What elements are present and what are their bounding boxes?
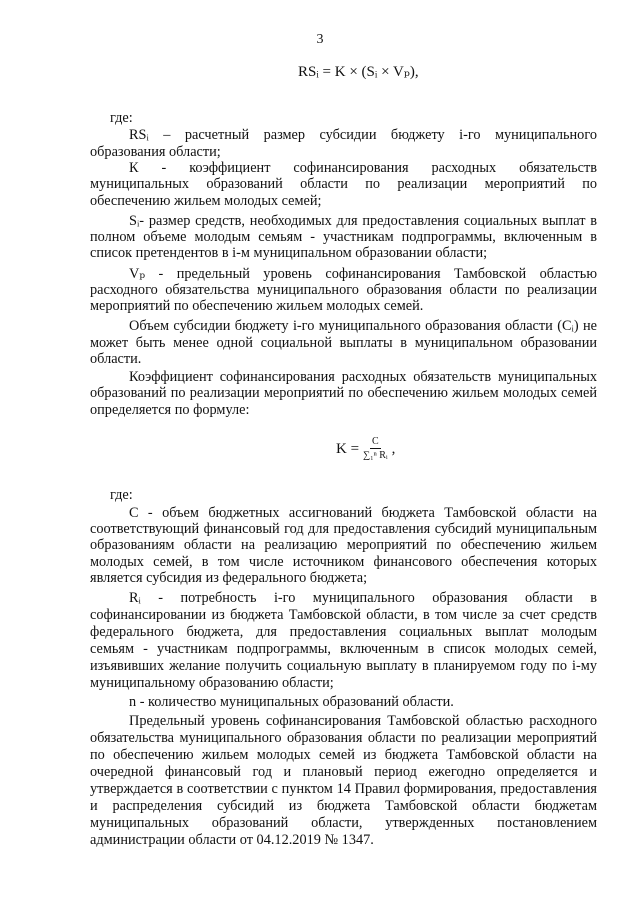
coefficient-formula [336, 436, 395, 462]
text-line: федерального бюджета, для предоставления социальных выплат молодым [90, 624, 597, 640]
text-line: муниципальному образованию области; [90, 675, 334, 691]
text-line: Rᵢ - потребность i-го муниципального образования области в [129, 590, 597, 606]
text-line: по обеспечению жильем молодых семей из бюджета Тамбовской области на [90, 747, 597, 763]
text-line: n - количество муниципальных образований области. [129, 694, 454, 710]
text-line: является субсидия из федерального бюджета; [90, 570, 368, 586]
text-line: расходного обязательства муниципального образования области по реализации [90, 282, 597, 298]
subsidy-formula: RSᵢ = K × (Sᵢ × Vₚ), [298, 64, 419, 80]
text-line: определяется по формуле: [90, 402, 250, 418]
coefficient-formula-lhs: K = [336, 440, 360, 457]
text-line: где: [110, 110, 133, 126]
text-line: обязательства муниципального образования области по реализации мероприятий [90, 730, 597, 746]
text-line: администрации области от 04.12.2019 № 1347. [90, 832, 374, 848]
text-line: Коэффициент софинансирования расходных обязательств муниципальных [129, 369, 597, 385]
text-line: изъявивших желание получить социальную выплату в планируемом году по i-му [90, 658, 597, 674]
text-line: где: [110, 487, 133, 503]
coefficient-formula-tail: , [391, 440, 396, 457]
text-line: мероприятий по обеспечению жильем молодых семей. [90, 298, 424, 314]
text-line: полном объеме молодым семьям - участникам подпрограммы, включенным в [90, 229, 597, 245]
fraction-numerator: C [372, 436, 379, 447]
text-line: соответствующий финансовый год для предоставления субсидий муниципальным [90, 521, 597, 537]
text-line: Vₚ - предельный уровень софинансирования Тамбовской областью [129, 266, 597, 282]
text-line: Предельный уровень софинансирования Тамбовской областью расходного [129, 713, 597, 729]
page-number: 3 [316, 32, 324, 47]
text-line: К - коэффициент софинансирования расходных обязательств [129, 160, 597, 176]
text-line: список претендентов в i-м муниципальном образовании области; [90, 245, 488, 261]
text-line: муниципальных образований области по реализации мероприятий по [90, 176, 597, 192]
text-line: семьям - участникам подпрограммы, включенным в список молодых семей, [90, 641, 597, 657]
text-line: может быть менее одной социальной выплаты в муниципальном образовании [90, 335, 597, 351]
text-line: молодых семей, в том числе источником финансового обеспечения которых [90, 554, 597, 570]
text-line: утверждается в соответствии с пунктом 14 Правил формирования, предоставления [90, 781, 597, 797]
text-line: Sᵢ- размер средств, необходимых для предоставления социальных выплат в [129, 213, 597, 229]
text-line: софинансировании из бюджета Тамбовской области, в том числе за счет средств [90, 607, 597, 623]
text-line: обеспечению жильем молодых семей; [90, 193, 322, 209]
coefficient-fraction [361, 436, 390, 462]
text-line: и распределения субсидий из бюджета Тамбовской области бюджетам [90, 798, 597, 814]
text-line: образованиям области на реализацию мероприятий по обеспечению жильем [90, 537, 597, 553]
text-line: очередной финансовый год и плановый период ежегодно определяется и [90, 764, 597, 780]
text-line: RSᵢ – расчетный размер субсидии бюджету i-го муниципального [129, 127, 597, 143]
text-line: области. [90, 351, 142, 367]
fraction-denominator: ∑₁ⁿ Rᵢ [363, 450, 388, 461]
text-line: муниципальных образований области, утвержденных постановлением [90, 815, 597, 831]
text-line: Объем субсидии бюджету i-го муниципального образования области (Cᵢ) не [129, 318, 597, 334]
text-line: С - объем бюджетных ассигнований бюджета Тамбовской области на [129, 505, 597, 521]
text-line: образований по реализации мероприятий по обеспечению жильем молодых семей [90, 385, 597, 401]
text-line: образования области; [90, 144, 221, 160]
